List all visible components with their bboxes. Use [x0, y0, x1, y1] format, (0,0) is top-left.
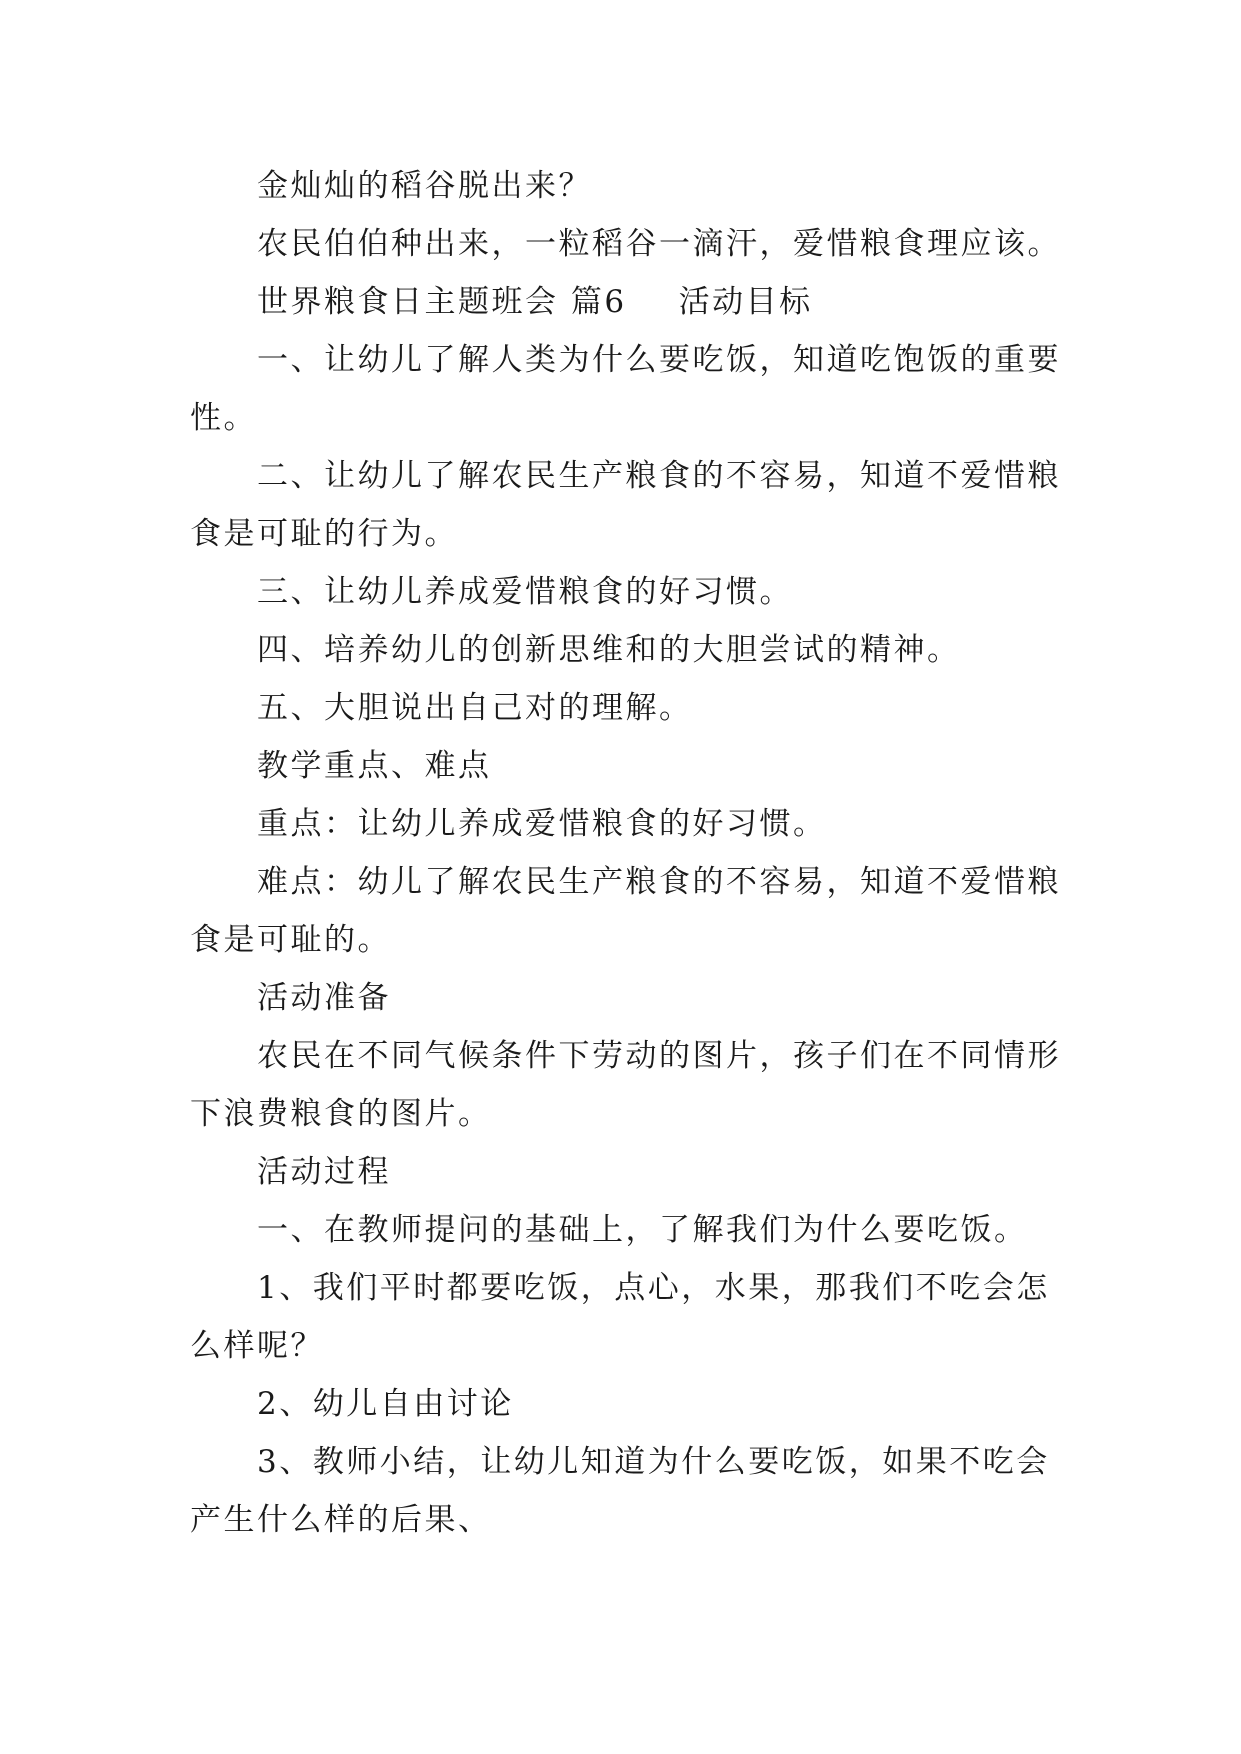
- text-line: 四、培养幼儿的创新思维和的大胆尝试的精神。: [257, 632, 961, 668]
- text-line: 食是可耻的。: [190, 922, 391, 958]
- text-line: 食是可耻的行为。: [190, 516, 458, 552]
- text-line: 难点：幼儿了解农民生产粮食的不容易，知道不爱惜粮: [257, 864, 1061, 900]
- text-line: 三、让幼儿养成爱惜粮食的好习惯。: [257, 574, 793, 610]
- text-line: 农民在不同气候条件下劳动的图片，孩子们在不同情形: [257, 1038, 1061, 1074]
- text-line: 一、让幼儿了解人类为什么要吃饭，知道吃饱饭的重要: [257, 342, 1061, 378]
- text-line: 一、在教师提问的基础上，了解我们为什么要吃饭。: [257, 1212, 1028, 1248]
- text-line: 教学重点、难点: [257, 748, 492, 784]
- section-title: 世界粮食日主题班会 篇6: [257, 284, 627, 320]
- text-line: 1、我们平时都要吃饭，点心，水果，那我们不吃会怎: [257, 1270, 1050, 1306]
- text-line: 金灿灿的稻谷脱出来？: [257, 168, 592, 204]
- text-line: 五、大胆说出自己对的理解。: [257, 690, 693, 726]
- text-line: 么样呢？: [190, 1328, 324, 1364]
- text-line: 性。: [190, 400, 257, 436]
- text-line: 二、让幼儿了解农民生产粮食的不容易，知道不爱惜粮: [257, 458, 1061, 494]
- text-line: 2、幼儿自由讨论: [257, 1386, 514, 1422]
- subsection-title: 活动目标: [678, 284, 813, 320]
- text-line: 3、教师小结，让幼儿知道为什么要吃饭，如果不吃会: [257, 1444, 1050, 1480]
- section-heading-line: [257, 282, 813, 322]
- text-line: 重点：让幼儿养成爱惜粮食的好习惯。: [257, 806, 827, 842]
- text-line: 下浪费粮食的图片。: [190, 1096, 492, 1132]
- text-line: 活动过程: [257, 1154, 391, 1190]
- text-line: 农民伯伯种出来，一粒稻谷一滴汗，爱惜粮食理应该。: [257, 226, 1061, 262]
- text-line: 活动准备: [257, 980, 391, 1016]
- text-line: 产生什么样的后果、: [190, 1502, 492, 1538]
